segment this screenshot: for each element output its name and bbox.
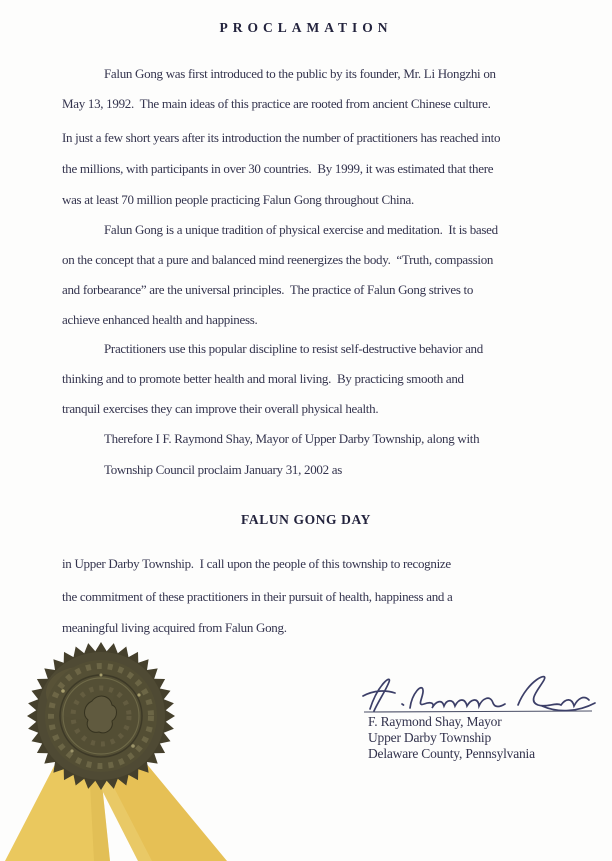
document-title: PROCLAMATION [219,20,393,35]
text-line: the commitment of these practitioners in their pursuit of health, happiness and a [62,589,453,604]
text-line: on the concept that a pure and balanced mind reenergizes the body. “Truth, compassion [62,252,494,267]
signature-ink-strokes [363,677,595,711]
text-line: In just a few short years after its introduction the number of practitioners has reached into [62,130,501,145]
text-line: the millions, with participants in over 30 countries. By 1999, it was estimated that there [62,161,494,176]
signatory-region: Delaware County, Pennsylvania [368,746,535,761]
signatory-org: Upper Darby Township [368,730,492,745]
seal-glint [100,674,103,677]
text-line: Falun Gong is a unique tradition of physical exercise and meditation. It is based [104,222,498,237]
seal-glint [70,749,73,752]
text-line: Therefore I F. Raymond Shay, Mayor of Upper Darby Township, along with [104,431,480,446]
signature-rule-line [364,711,592,712]
signatory-name: F. Raymond Shay, Mayor [368,714,502,729]
text-line: tranquil exercises they can improve their overall physical health. [62,401,379,416]
text-line: meaningful living acquired from Falun Gong. [62,620,287,635]
proclamation-day-heading: FALUN GONG DAY [241,512,371,527]
seal-glint [61,689,65,693]
gold-foil-seal [0,633,240,861]
text-line: Falun Gong was first introduced to the public by its founder, Mr. Li Hongzhi on [104,66,496,81]
text-line: Township Council proclaim January 31, 2002 as [104,462,342,477]
text-line: thinking and to promote better health and moral living. By practicing smooth and [62,371,464,386]
text-line: in Upper Darby Township. I call upon the people of this township to recognize [62,556,451,571]
text-line: was at least 70 million people practicing Falun Gong throughout China. [62,192,414,207]
text-line: achieve enhanced health and happiness. [62,312,258,327]
text-line: Practitioners use this popular discipline to resist self-destructive behavior and [104,341,483,356]
seal-glint [131,744,135,748]
handwritten-signature [352,666,604,718]
text-line: May 13, 1992. The main ideas of this practice are rooted from ancient Chinese culture. [62,96,491,111]
seal-glint [137,693,140,696]
text-line: and forbearance” are the universal principles. The practice of Falun Gong strives to [62,282,474,297]
